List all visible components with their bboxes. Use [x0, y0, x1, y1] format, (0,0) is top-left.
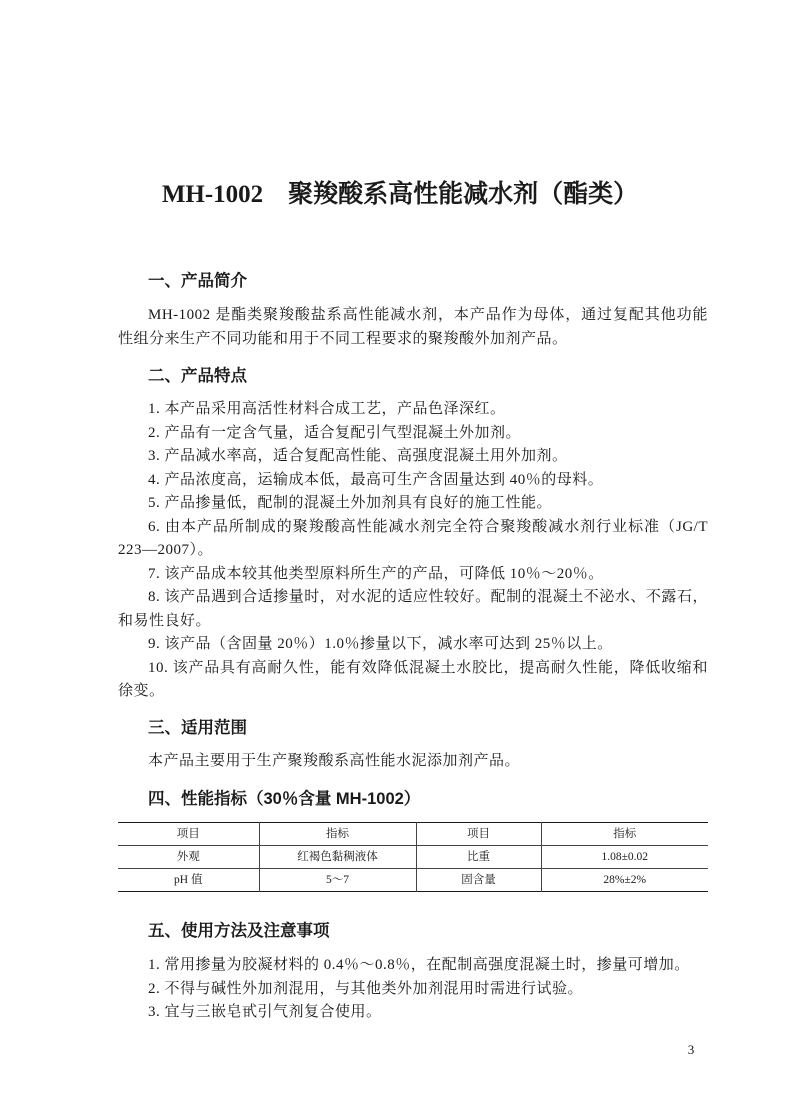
table-cell: 28%±2% — [541, 869, 708, 892]
section-heading-usage: 五、使用方法及注意事项 — [148, 922, 330, 940]
feature-item: 5. 产品掺量低，配制的混凝土外加剂具有良好的施工性能。 — [148, 495, 553, 511]
table-cell: 比重 — [416, 846, 541, 869]
feature-item: 9. 该产品（含固量 20％）1.0％掺量以下，减水率可达到 25％以上。 — [148, 636, 613, 652]
section-heading-intro: 一、产品简介 — [148, 272, 247, 290]
scope-body — [118, 750, 708, 774]
feature-item: 4. 产品浓度高，运输成本低，最高可生产含固量达到 40％的母料。 — [148, 471, 604, 488]
table-cell: 固含量 — [416, 869, 541, 892]
table-cell: 1.08±0.02 — [541, 846, 708, 869]
feature-item: 7. 该产品成本较其他类型原料所生产的产品，可降低 10％～20％。 — [148, 565, 604, 582]
feature-item: 3. 产品减水率高，适合复配高性能、高强度混凝土用外加剂。 — [148, 448, 568, 464]
usage-item: 1. 常用掺量为胶凝材料的 0.4％～0.8％，在配制高强度混凝土时，掺量可增加。 — [148, 957, 690, 973]
spec-table — [118, 822, 708, 892]
table-cell: 红褐色黏稠液体 — [259, 846, 416, 869]
table-cell: 5～7 — [259, 869, 416, 892]
feature-item: 10. 该产品具有高耐久性，能有效降低混凝土水胶比，提高耐久性能，降低收缩和徐变。 — [118, 659, 708, 699]
table-header-cell: 指标 — [541, 823, 708, 846]
feature-item: 1. 本产品采用高活性材料合成工艺，产品色泽深红。 — [148, 401, 506, 417]
scope-paragraph: 本产品主要用于生产聚羧酸系高性能水泥添加剂产品。 — [148, 753, 521, 769]
feature-item: 8. 该产品遇到合适掺量时，对水泥的适应性较好。配制的混凝土不泌水、不露石，和易性良好。 — [118, 589, 708, 629]
table-cell: pH 值 — [118, 869, 259, 892]
table-header-row — [118, 823, 708, 846]
document-title: MH-1002 聚羧酸系高性能减水剂（酯类） — [161, 181, 639, 208]
table-header-cell: 指标 — [259, 823, 416, 846]
usage-item: 3. 宜与三嵌皂甙引气剂复合使用。 — [148, 1004, 382, 1020]
section-heading-specs: 四、性能指标（30％含量 MH-1002） — [148, 790, 421, 808]
section-heading-scope: 三、适用范围 — [148, 719, 247, 737]
intro-paragraph: MH-1002 是酯类聚羧酸盐系高性能减水剂，本产品作为母体，通过复配其他功能性组分来生产不同功能和用于不同工程要求的聚羧酸外加剂产品。 — [118, 307, 708, 347]
page-number: 3 — [687, 1042, 695, 1057]
usage-item: 2. 不得与碱性外加剂混用，与其他类外加剂混用时需进行试验。 — [148, 980, 584, 997]
intro-body — [118, 304, 708, 351]
section-heading-features: 二、产品特点 — [148, 367, 247, 385]
feature-item: 6. 由本产品所制成的聚羧酸高性能减水剂完全符合聚羧酸减水剂行业标准（JG/T 223—2007）。 — [118, 518, 708, 558]
table-cell: 外观 — [118, 846, 259, 869]
feature-item: 2. 产品有一定含气量，适合复配引气型混凝土外加剂。 — [148, 424, 522, 441]
table-row — [118, 846, 708, 869]
usage-list — [118, 954, 708, 1025]
table-row — [118, 869, 708, 892]
features-list — [118, 398, 708, 704]
table-header-cell: 项目 — [416, 823, 541, 846]
table-header-cell: 项目 — [176, 828, 200, 840]
